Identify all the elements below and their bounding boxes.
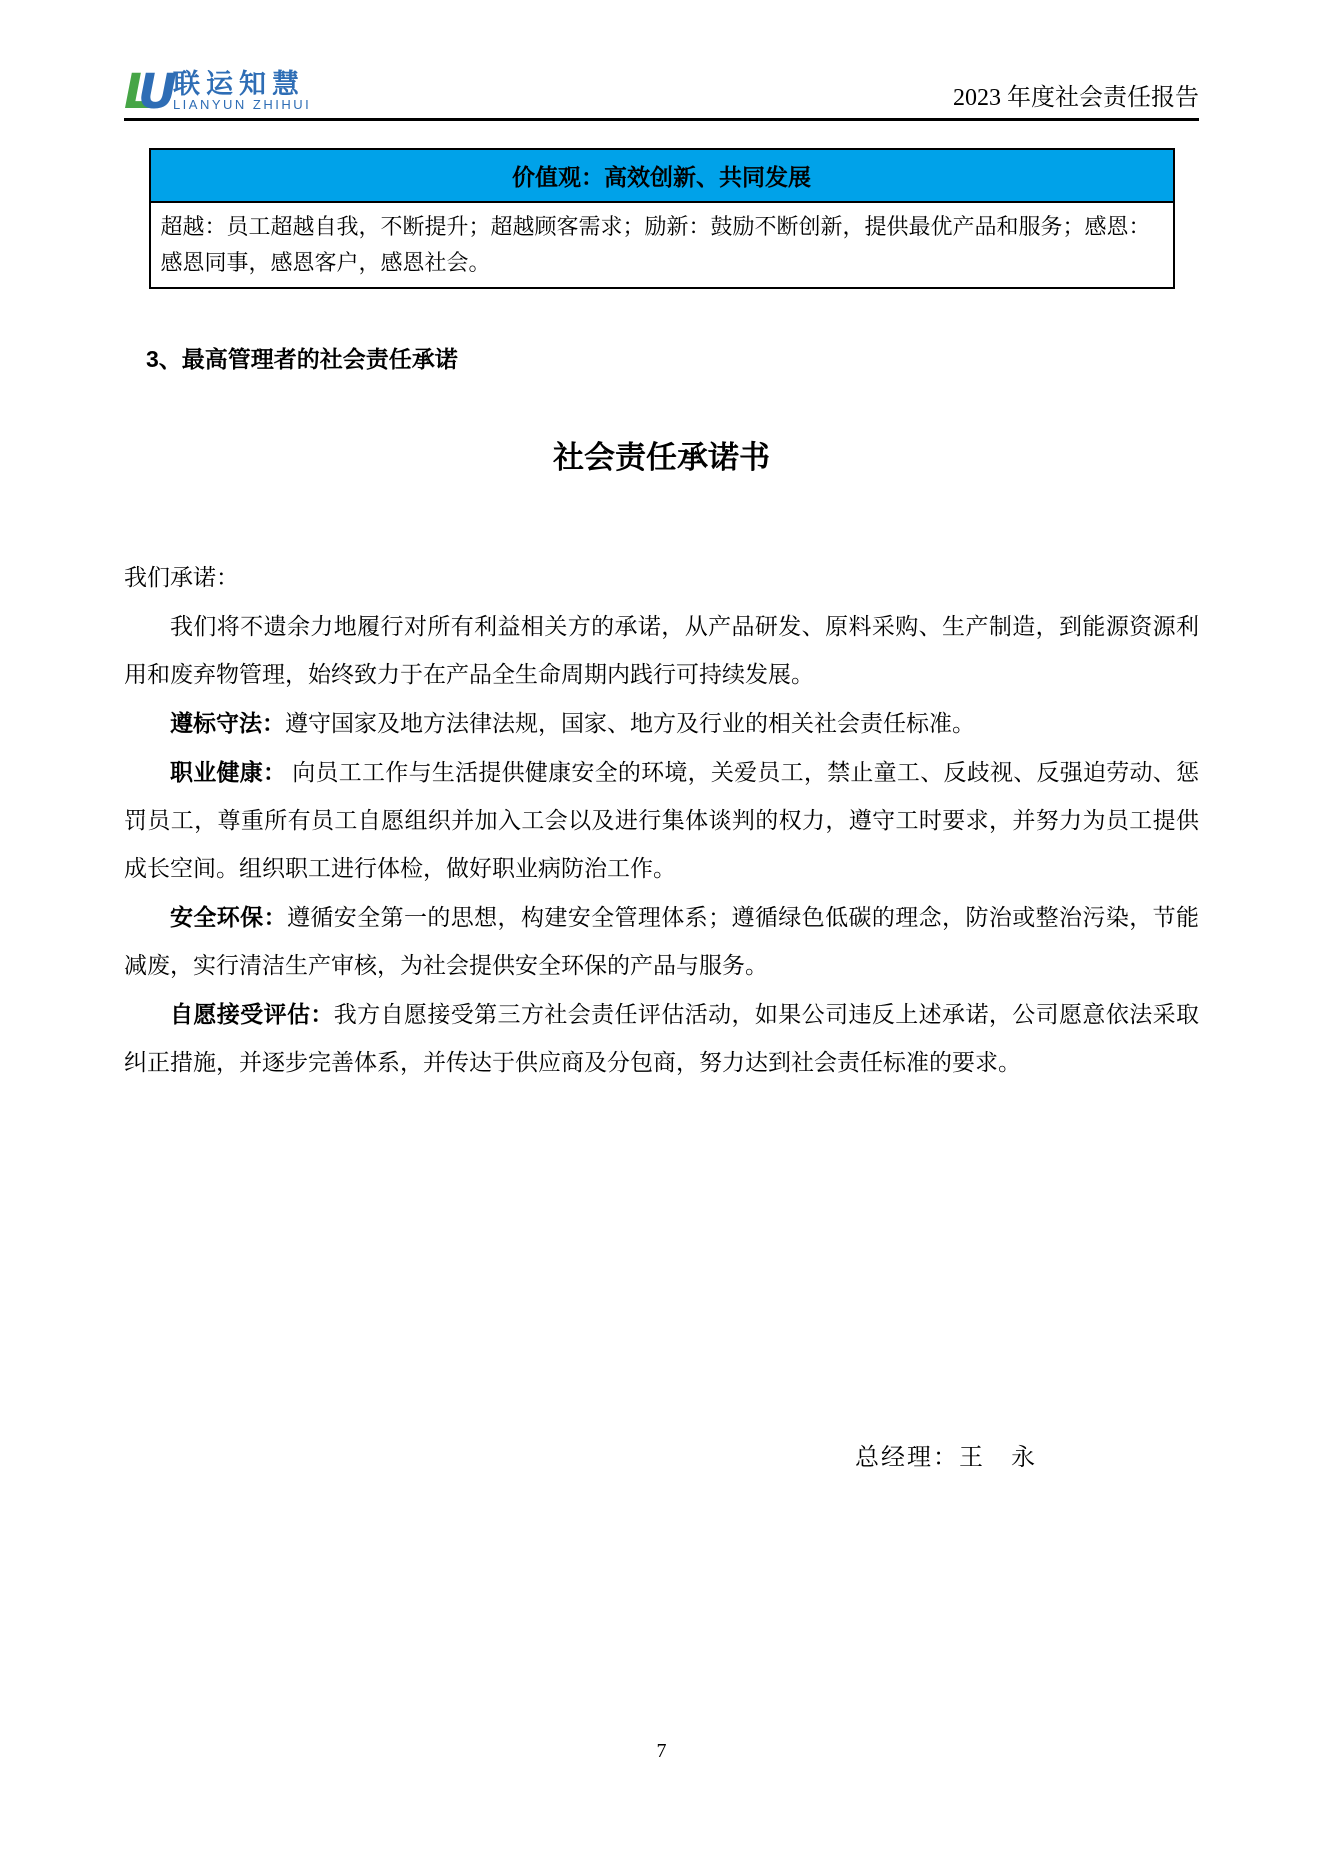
- values-table-header: 价值观：高效创新、共同发展: [151, 150, 1173, 203]
- paragraph-lead: 安全环保：: [170, 904, 287, 930]
- commitment-body: [124, 553, 1199, 1087]
- commitment-title: 社会责任承诺书: [553, 440, 770, 475]
- paragraph-text: 遵守国家及地方法律法规，国家、地方及行业的相关社会责任标准。: [285, 711, 975, 736]
- logo-letter-u: U: [137, 64, 163, 120]
- paragraph-commitment: [124, 602, 1199, 699]
- page-header: [124, 64, 1199, 121]
- logo-company-name-cn: 联运知慧: [172, 69, 305, 100]
- paragraph-text: 我方自愿接受第三方社会责任评估活动，如果公司违反上述承诺，公司愿意依法采取纠正措施，并逐步完善体系，并传达于供应商及分包商，努力达到社会责任标准的要求。: [124, 1002, 1200, 1075]
- paragraph-occupational-health: [124, 748, 1199, 893]
- logo-text: [173, 70, 311, 114]
- paragraph-lead: 职业健康：: [170, 759, 287, 785]
- paragraph-text: 遵循安全第一的思想，构建安全管理体系；遵循绿色低碳的理念，防治或整治污染，节能减废，实行清洁生产审核，为社会提供安全环保的产品与服务。: [124, 905, 1200, 978]
- logo-company-name-en: LIANYUN ZHIHUI: [172, 97, 312, 113]
- paragraph-voluntary-assessment: [124, 990, 1199, 1087]
- logo-letter-l: L: [124, 64, 138, 120]
- paragraph-lead: 自愿接受评估：: [170, 1001, 334, 1027]
- company-logo: [124, 64, 312, 120]
- paragraph-we-promise: [124, 553, 1199, 602]
- paragraph-text: 向员工工作与生活提供健康安全的环境，关爱员工，禁止童工、反歧视、反强迫劳动、惩罚员工，尊重所有员工自愿组织并加入工会以及进行集体谈判的权力，遵守工时要求，并努力为员工提供成长空间。组织职工进行体检，做好职业病防治工作。: [124, 760, 1200, 881]
- paragraph-text: 我们将不遗余力地履行对所有利益相关方的承诺，从产品研发、原料采购、生产制造，到能源资源利用和废弃物管理，始终致力于在产品全生命周期内践行可持续发展。: [124, 614, 1199, 687]
- page-content: [124, 0, 1199, 1472]
- signature-general-manager: 总经理：王 永: [855, 1445, 1037, 1471]
- paragraph-safety-environment: [124, 893, 1199, 990]
- company-logo-icon: [124, 64, 163, 120]
- paragraph-text: 我们承诺：: [124, 565, 239, 590]
- paragraph-law-compliance: [124, 699, 1199, 748]
- report-title: 2023 年度社会责任报告: [953, 85, 1199, 111]
- section-heading: 3、最高管理者的社会责任承诺: [146, 346, 458, 372]
- values-table-body: 超越：员工超越自我，不断提升；超越顾客需求；励新：鼓励不断创新，提供最优产品和服务；感恩：感恩同事，感恩客户，感恩社会。: [151, 203, 1173, 287]
- paragraph-lead: 遵标守法：: [170, 710, 285, 736]
- page-number: 7: [656, 1740, 667, 1762]
- values-table: [149, 148, 1175, 289]
